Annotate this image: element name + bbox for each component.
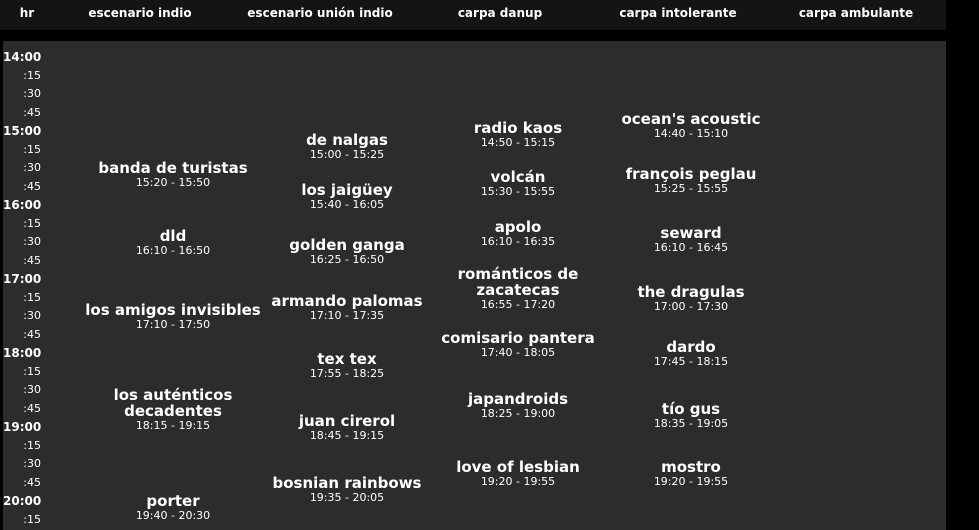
event-name: radio kaos — [473, 119, 563, 138]
event-name: seward — [660, 223, 722, 242]
time-label-hour: 19:00 — [3, 420, 42, 434]
event-slot[interactable] — [83, 160, 263, 190]
event-name: bosnian rainbows — [272, 473, 422, 492]
event-name: love of lesbian — [456, 458, 580, 477]
event-slot[interactable] — [601, 166, 781, 196]
event-name: los auténticos decadentes — [113, 385, 233, 420]
event-name: comisario pantera — [441, 328, 595, 347]
event-slot[interactable] — [257, 351, 437, 381]
event-name: mostro — [661, 458, 721, 477]
event-time-range: 15:25 - 15:55 — [653, 182, 729, 196]
time-label-quarter: :15 — [23, 216, 41, 230]
event-slot[interactable] — [257, 132, 437, 162]
event-time-range: 17:45 - 18:15 — [653, 355, 729, 368]
event-time-range: 14:50 - 15:15 — [480, 136, 556, 150]
event-name: los jaigüey — [301, 180, 393, 199]
event-slot[interactable] — [257, 182, 437, 212]
time-label-quarter: :15 — [23, 290, 41, 304]
stage-header-carpa-intolerante: carpa intolerante — [619, 6, 737, 20]
event-time-range: 19:35 - 20:05 — [309, 490, 385, 504]
event-slot[interactable] — [83, 302, 263, 332]
time-label-quarter: :30 — [23, 457, 41, 470]
event-slot[interactable] — [428, 330, 608, 360]
event-time-range: 15:40 - 16:05 — [309, 197, 385, 211]
time-label-quarter: :15 — [23, 512, 41, 526]
event-time-range: 16:10 - 16:50 — [135, 244, 211, 257]
stage-header-escenario-union-indio: escenario unión indio — [247, 6, 393, 20]
event-slot[interactable] — [83, 493, 263, 523]
time-label-quarter: :45 — [23, 179, 41, 193]
event-time-range: 18:25 - 19:00 — [480, 407, 556, 421]
time-label-quarter: :30 — [23, 383, 41, 396]
stage-header-carpa-ambulante: carpa ambulante — [798, 6, 914, 20]
event-time-range: 17:40 - 18:05 — [480, 345, 556, 359]
schedule-grid[interactable] — [3, 41, 946, 530]
time-label-quarter: :30 — [23, 87, 41, 100]
time-label-hour: 18:00 — [3, 346, 42, 360]
event-time-range: 16:25 - 16:50 — [309, 253, 385, 267]
event-slot[interactable] — [601, 401, 781, 431]
event-time-range: 16:55 - 17:20 — [480, 298, 556, 312]
event-time-range: 17:55 - 18:25 — [309, 367, 385, 381]
stage-header-bar — [0, 0, 946, 30]
hour-column-header: hr — [19, 6, 35, 20]
time-label-hour: 14:00 — [3, 50, 42, 64]
time-label-quarter: :45 — [23, 327, 41, 341]
event-name: armando palomas — [271, 291, 423, 310]
time-label-quarter: :45 — [23, 105, 41, 119]
stage-header-carpa-danup: carpa danup — [457, 6, 543, 20]
event-time-range: 14:40 - 15:10 — [653, 126, 729, 140]
event-name: dardo — [666, 338, 716, 356]
time-label-quarter: :45 — [23, 475, 41, 489]
event-name: dld — [159, 227, 187, 245]
event-slot[interactable] — [428, 120, 608, 150]
time-label-hour: 16:00 — [3, 198, 42, 212]
event-time-range: 18:45 - 19:15 — [309, 429, 385, 442]
event-slot[interactable] — [601, 284, 781, 314]
event-slot[interactable] — [428, 169, 608, 199]
time-label-hour: 17:00 — [3, 272, 42, 286]
event-time-range: 19:40 - 20:30 — [135, 509, 211, 523]
event-time-range: 19:20 - 19:55 — [480, 475, 556, 489]
time-label-quarter: :30 — [23, 309, 41, 322]
event-slot[interactable] — [83, 387, 263, 433]
event-slot[interactable] — [257, 475, 437, 505]
event-slot[interactable] — [257, 293, 437, 323]
event-name: tío gus — [661, 399, 721, 418]
event-name: japandroids — [467, 390, 569, 409]
event-name: los amigos invisibles — [85, 301, 261, 319]
event-name: golden ganga — [289, 236, 405, 255]
event-slot[interactable] — [601, 459, 781, 489]
event-time-range: 16:10 - 16:35 — [480, 234, 556, 248]
event-time-range: 17:00 - 17:30 — [653, 299, 729, 313]
time-label-quarter: :45 — [23, 253, 41, 267]
event-name: volcán — [490, 168, 546, 187]
time-label-quarter: :15 — [23, 364, 41, 378]
event-slot[interactable] — [601, 111, 781, 141]
event-slot[interactable] — [601, 339, 781, 369]
event-time-range: 15:30 - 15:55 — [480, 185, 556, 199]
time-label-hour: 15:00 — [3, 124, 42, 138]
stage-header-escenario-indio: escenario indio — [88, 6, 192, 20]
event-slot[interactable] — [428, 266, 608, 312]
time-label-quarter: :15 — [23, 68, 41, 82]
event-time-range: 19:20 - 19:55 — [653, 475, 729, 489]
event-name: the dragulas — [637, 282, 745, 301]
event-time-range: 15:20 - 15:50 — [135, 176, 211, 190]
event-slot[interactable] — [601, 225, 781, 255]
event-name: de nalgas — [306, 131, 388, 150]
time-label-quarter: :45 — [23, 401, 41, 415]
event-time-range: 18:35 - 19:05 — [653, 416, 729, 430]
event-slot[interactable] — [83, 228, 263, 258]
event-time-range: 17:10 - 17:35 — [309, 308, 385, 322]
event-time-range: 15:00 - 15:25 — [309, 148, 385, 162]
event-slot[interactable] — [257, 413, 437, 443]
event-name: tex tex — [317, 350, 377, 369]
time-label-quarter: :30 — [23, 235, 41, 248]
event-slot[interactable] — [428, 459, 608, 489]
event-name: françois peglau — [625, 165, 757, 184]
time-label-quarter: :30 — [23, 161, 41, 174]
event-slot[interactable] — [428, 219, 608, 249]
event-slot[interactable] — [257, 237, 437, 267]
event-name: ocean's acoustic — [621, 109, 761, 128]
event-name: apolo — [494, 217, 542, 236]
event-name: porter — [146, 492, 200, 511]
scrollbar-track[interactable] — [950, 0, 979, 530]
event-name: juan cirerol — [298, 412, 396, 430]
time-label-quarter: :15 — [23, 142, 41, 156]
time-label-hour: 20:00 — [3, 494, 42, 508]
event-name: banda de turistas — [98, 159, 248, 178]
time-label-quarter: :15 — [23, 438, 41, 452]
event-time-range: 18:15 - 19:15 — [135, 418, 211, 432]
event-slot[interactable] — [428, 391, 608, 421]
event-time-range: 17:10 - 17:50 — [135, 318, 211, 331]
event-name: románticos de zacatecas — [457, 265, 579, 300]
event-time-range: 16:10 - 16:45 — [653, 240, 729, 254]
